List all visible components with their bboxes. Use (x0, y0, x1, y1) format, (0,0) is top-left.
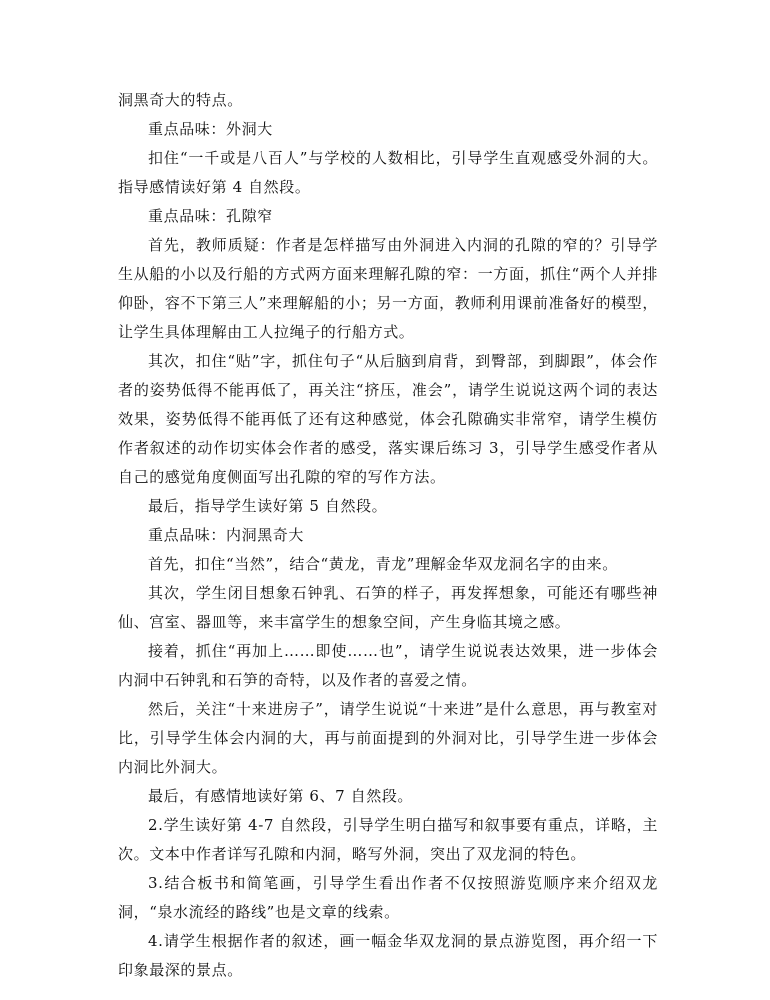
paragraph-gap-first: 首先，教师质疑：作者是怎样描写由外洞进入内洞的孔隙的窄的？引导学生从船的小以及行船的方式两方面来理解孔隙的窄：一方面，抓住“两个人并排仰卧，容不下第三人”来理解船的小；另一方面，教师利用课前准备好的模型，让学生具体理解由工人拉绳子的行船方式。 (118, 236, 658, 341)
paragraph-continuation: 洞黑奇大的特点。 (118, 91, 243, 109)
paragraph-inner-second: 其次，学生闭目想象石钟乳、石笋的样子，再发挥想象，可能还有哪些神仙、宫室、器皿等，来丰富学生的想象空间，产生身临其境之感。 (118, 584, 658, 631)
heading-inner-cave: 重点品味：内洞黑奇大 (148, 526, 305, 544)
paragraph-inner-fourth: 然后，关注“十来进房子”，请学生说说“十来进”是什么意思，再与教室对比，引导学生体会内洞的大，再与前面提到的外洞对比，引导学生进一步体会内洞比外洞大。 (118, 700, 658, 776)
paragraph-inner-first: 首先，扣住“当然”，结合“黄龙，青龙”理解金华双龙洞名字的由来。 (148, 555, 618, 573)
paragraph-inner-third: 接着，抓住“再加上……即使……也”，请学生说说表达效果，进一步体会内洞中石钟乳和石笋的奇特，以及作者的喜爱之情。 (118, 642, 658, 689)
paragraph-gap-second: 其次，扣住“贴”字，抓住句子“从后脑到肩背，到臀部，到脚跟”，体会作者的姿势低得不能再低了，再关注“挤压，准会”，请学生说说这两个词的表达效果，姿势低得不能再低了还有这种感觉，体会孔隙确实非常窄，请学生模仿作者叙述的动作切实体会作者的感受，落实课后练习 3，引导学生感受作者从自己的感觉角度侧面写出孔隙的窄的写作方法。 (118, 352, 658, 486)
heading-outer-cave: 重点品味：外洞大 (148, 120, 273, 138)
paragraph-step-2: 2.学生读好第 4-7 自然段，引导学生明白描写和叙事要有重点，详略，主次。文本中作者详写孔隙和内洞，略写外洞，突出了双龙洞的特色。 (118, 816, 658, 863)
paragraph-outer-cave: 扣住“一千或是八百人”与学校的人数相比，引导学生直观感受外洞的大。指导感情读好第 4 自然段。 (118, 149, 658, 196)
paragraph-step-3: 3.结合板书和简笔画，引导学生看出作者不仅按照游览顺序来介绍双龙洞，“泉水流经的路线”也是文章的线索。 (118, 874, 658, 921)
paragraph-step-4: 4.请学生根据作者的叙述，画一幅金华双龙洞的景点游览图，再介绍一下印象最深的景点。 (118, 932, 658, 979)
paragraph-gap-last: 最后，指导学生读好第 5 自然段。 (148, 497, 388, 515)
document-body (118, 86, 658, 985)
heading-narrow-gap: 重点品味：孔隙窄 (148, 207, 273, 225)
paragraph-inner-last: 最后，有感情地读好第 6、7 自然段。 (148, 787, 414, 805)
